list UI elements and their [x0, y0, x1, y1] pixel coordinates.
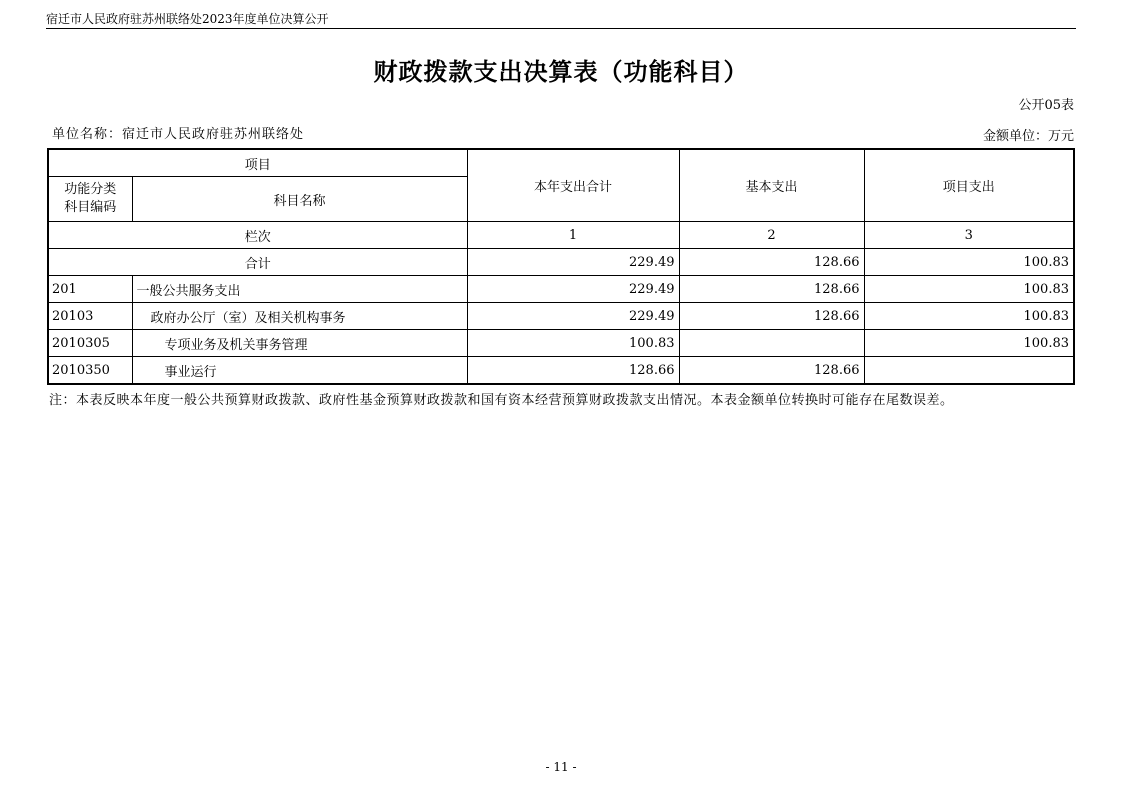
expenditure-table [47, 148, 1075, 385]
header-code-line1: 功能分类 [64, 182, 117, 197]
table-row [48, 276, 1074, 303]
total-project-value: 100.83 [864, 249, 1074, 276]
table-note: 注：本表反映本年度一般公共预算财政拨款、政府性基金预算财政拨款和国有资本经营预算财政拨款支出情况。本表金额单位转换时可能存在尾数误差。 [49, 393, 954, 408]
page-number: - 11 - [545, 760, 577, 774]
table-row [48, 303, 1074, 330]
row-code: 201 [48, 276, 132, 303]
header-item: 项目 [48, 149, 467, 177]
header-code-line2: 科目编码 [64, 200, 117, 215]
row-name: 一般公共服务支出 [132, 276, 467, 303]
row-index-label: 栏次 [48, 222, 467, 249]
col-index-2: 2 [679, 222, 864, 249]
table-header-row [48, 149, 1074, 177]
row-name: 事业运行 [132, 357, 467, 385]
header-name: 科目名称 [132, 177, 467, 222]
row-total: 128.66 [467, 357, 679, 385]
header-code [48, 177, 132, 222]
total-value: 229.49 [467, 249, 679, 276]
row-code: 2010305 [48, 330, 132, 357]
col-index-3: 3 [864, 222, 1074, 249]
row-code: 20103 [48, 303, 132, 330]
column-index-row [48, 222, 1074, 249]
row-project: 100.83 [864, 303, 1074, 330]
total-row [48, 249, 1074, 276]
page-title: 财政拨款支出决算表（功能科目） [373, 58, 749, 86]
row-basic: 128.66 [679, 357, 864, 385]
row-basic: 128.66 [679, 303, 864, 330]
table-row [48, 357, 1074, 385]
total-label: 合计 [48, 249, 467, 276]
row-project: 100.83 [864, 330, 1074, 357]
col-index-1: 1 [467, 222, 679, 249]
header-basic: 基本支出 [679, 149, 864, 222]
table-row [48, 330, 1074, 357]
amount-unit: 金额单位：万元 [982, 129, 1074, 144]
row-code: 2010350 [48, 357, 132, 385]
unit-name: 单位名称：宿迁市人民政府驻苏州联络处 [52, 127, 305, 142]
row-basic: 128.66 [679, 276, 864, 303]
header-total: 本年支出合计 [467, 149, 679, 222]
row-total: 100.83 [467, 330, 679, 357]
row-total: 229.49 [467, 276, 679, 303]
row-basic [679, 330, 864, 357]
page-header: 宿迁市人民政府驻苏州联络处2023年度单位决算公开 [46, 12, 329, 26]
row-total: 229.49 [467, 303, 679, 330]
header-project: 项目支出 [864, 149, 1074, 222]
row-project: 100.83 [864, 276, 1074, 303]
row-project [864, 357, 1074, 385]
row-name: 政府办公厅（室）及相关机构事务 [132, 303, 467, 330]
form-number: 公开05表 [1018, 98, 1074, 113]
header-divider [46, 28, 1076, 29]
total-basic-value: 128.66 [679, 249, 864, 276]
row-name: 专项业务及机关事务管理 [132, 330, 467, 357]
